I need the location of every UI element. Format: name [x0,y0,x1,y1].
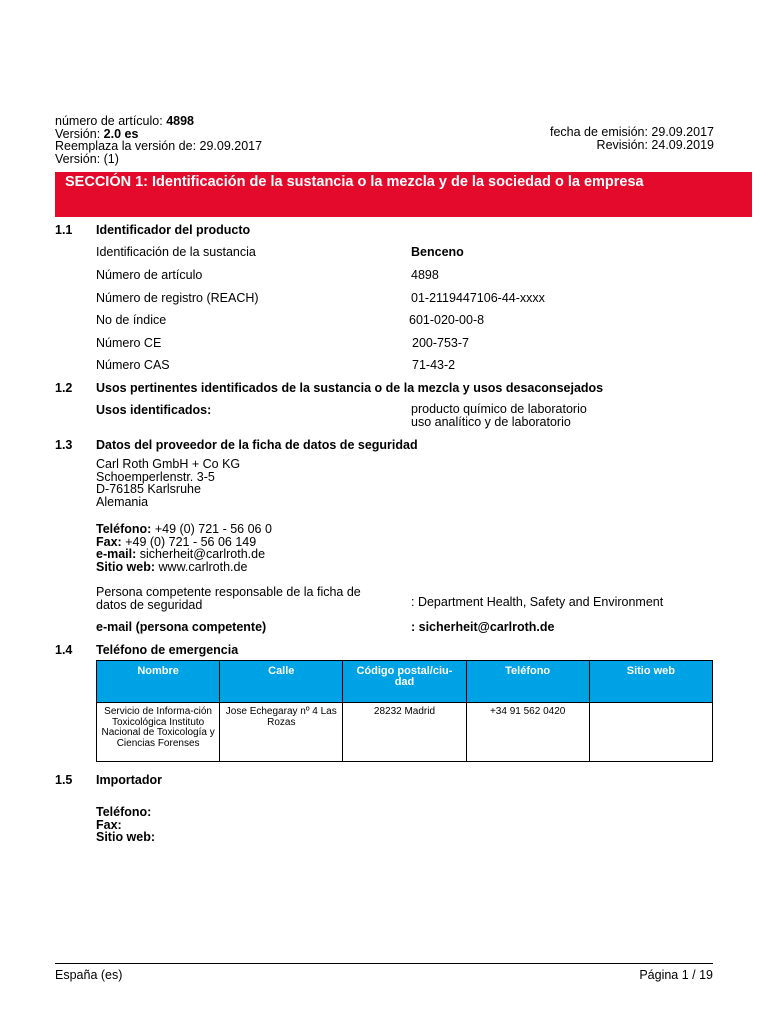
section-1-2-number: 1.2 [55,381,73,395]
column-header-website: Sitio web [589,661,712,703]
table-header-row [97,661,713,703]
responsible-person-label: Persona competente responsable de la ficha de datos de seguridad [96,585,361,612]
importer-contact [96,806,155,844]
identified-uses-label: Usos identificados: [96,403,212,417]
cas-number-value: 71-43-2 [412,358,456,372]
article-number: número de artículo: 4898 [55,114,194,128]
replaces-version: Reemplaza la versión de: 29.09.2017 [55,139,263,153]
version: Versión: 2.0 es [55,126,139,141]
section-1-title: SECCIÓN 1: Identificación de la sustancia o la mezcla y de la sociedad o la empresa [65,174,644,190]
reach-number-label: Número de registro (REACH) [96,291,259,305]
reach-number-value: 01-2119447106-44-xxxx [411,291,545,305]
supplier-email: e-mail: sicherheit@carlroth.de [96,547,266,561]
section-1-5-number: 1.5 [55,773,73,787]
document-header-right [550,126,714,151]
competent-email-value[interactable]: : sicherheit@carlroth.de [411,620,555,634]
cell-street: Jose Echegaray nº 4 Las Rozas [220,703,343,762]
substance-id-label: Identificación de la sustancia [96,245,256,259]
section-1-1-number: 1.1 [55,223,73,237]
page-number: Página 1 / 19 [639,968,713,982]
cas-number-label: Número CAS [96,358,170,372]
responsible-person-value: : Department Health, Safety and Environment [411,595,664,609]
supplier-fax: Fax: +49 (0) 721 - 56 06 149 [96,534,257,549]
section-1-5-title: Importador [96,773,162,787]
section-1-banner [55,172,752,217]
footer-country: España (es) [55,968,123,982]
supplier-contact [96,523,272,573]
column-header-postal: Código postal/ciu-dad [343,661,466,703]
section-1-1-title: Identificador del producto [96,223,251,237]
ce-number-value: 200-753-7 [412,336,469,350]
supplier-website: Sitio web: www.carlroth.de [96,559,248,574]
index-number-value: 601-020-00-8 [409,313,485,327]
column-header-street: Calle [220,661,343,703]
index-number-label: No de índice [96,313,167,327]
issue-date: fecha de emisión: 29.09.2017 [549,125,714,139]
section-1-2-title: Usos pertinentes identificados de la sustancia o de la mezcla y usos desaconsejados [96,381,604,395]
revision-date: Revisión: 24.09.2019 [596,137,714,152]
footer-divider [55,963,713,964]
importer-phone-label: Teléfono: [96,805,152,819]
ce-number-label: Número CE [96,336,162,350]
identified-uses-value: producto químico de laboratorio uso analítico y de laboratorio [411,402,587,429]
section-1-3-number: 1.3 [55,438,73,452]
importer-web-label: Sitio web: [96,830,156,844]
substance-id-value: Benceno [411,245,464,259]
cell-name: Servicio de Informa-ción Toxicológica Instituto Nacional de Toxicología y Ciencias Forenses [97,703,220,762]
cell-website [589,703,712,762]
competent-email-label: e-mail (persona competente) [96,620,267,634]
supplier-phone: Teléfono: +49 (0) 721 - 56 06 0 [96,522,272,536]
table-row [97,703,713,762]
article-number-label: Número de artículo [96,268,203,282]
section-1-3-title: Datos del proveedor de la ficha de datos de seguridad [96,438,418,452]
column-header-name: Nombre [97,661,220,703]
replaces-version-number: Versión: (1) [55,151,119,166]
cell-phone: +34 91 562 0420 [466,703,589,762]
document-header-left [55,115,262,165]
article-number-value: 4898 [411,268,439,282]
emergency-phone-table [96,660,713,762]
section-1-4-title: Teléfono de emergencia [96,643,239,657]
cell-postal: 28232 Madrid [343,703,466,762]
supplier-address: Carl Roth GmbH + Co KG Schoemperlenstr. 3-5 D-76185 Karlsruhe Alemania [96,457,241,509]
section-1-4-number: 1.4 [55,643,73,657]
importer-fax-label: Fax: [96,817,122,832]
column-header-phone: Teléfono [466,661,589,703]
